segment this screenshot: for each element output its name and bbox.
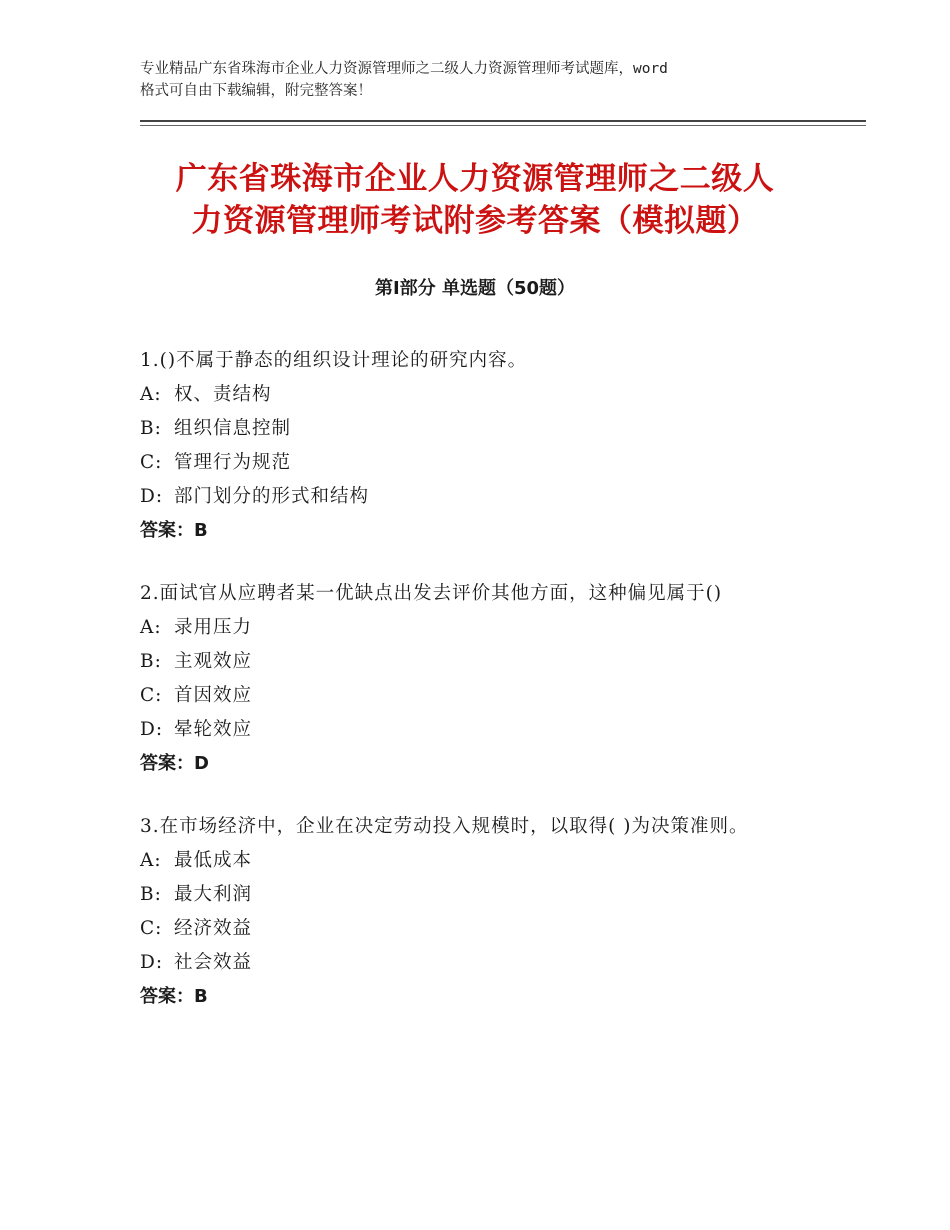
option-d — [140, 713, 820, 747]
option-b — [140, 878, 820, 912]
option-letter: D: — [140, 952, 164, 973]
option-letter: D: — [140, 719, 164, 740]
document-title-line-1: 广东省珠海市企业人力资源管理师之二级人 — [175, 161, 775, 197]
answer: 答案：D — [140, 753, 209, 774]
header-note-line-1: 专业精品广东省珠海市企业人力资源管理师之二级人力资源管理师考试题库，word — [140, 61, 668, 77]
option-letter: C: — [140, 918, 163, 939]
question-stem: 3.在市场经济中，企业在决定劳动投入规模时，以取得( )为决策准则。 — [140, 816, 749, 837]
option-text: 首因效应 — [174, 685, 253, 706]
question-1 — [140, 344, 820, 548]
answer: 答案：B — [140, 986, 208, 1007]
option-text: 社会效益 — [174, 952, 253, 973]
option-a — [140, 844, 820, 878]
option-a — [140, 611, 820, 645]
option-text: 组织信息控制 — [174, 418, 292, 439]
document-title-line-2: 力资源管理师考试附参考答案（模拟题） — [191, 203, 759, 239]
option-d — [140, 480, 820, 514]
question-stem: 1.()不属于静态的组织设计理论的研究内容。 — [140, 350, 528, 371]
option-text: 录用压力 — [174, 617, 253, 638]
option-letter: B: — [140, 651, 162, 672]
option-c — [140, 446, 820, 480]
option-text: 经济效益 — [174, 918, 253, 939]
question-2 — [140, 577, 820, 781]
option-letter: D: — [140, 486, 164, 507]
option-text: 管理行为规范 — [174, 452, 292, 473]
option-letter: A: — [140, 384, 162, 405]
header-divider — [140, 120, 866, 122]
header-note-line-2: 格式可自由下载编辑，附完整答案！ — [140, 83, 372, 99]
option-letter: A: — [140, 850, 162, 871]
option-a — [140, 378, 820, 412]
question-stem: 2.面试官从应聘者某一优缺点出发去评价其他方面，这种偏见属于() — [140, 583, 723, 604]
option-b — [140, 412, 820, 446]
section-title: 第Ⅰ部分 单选题（50题） — [374, 278, 575, 299]
option-text: 最低成本 — [174, 850, 253, 871]
option-text: 权、责结构 — [174, 384, 272, 405]
option-c — [140, 912, 820, 946]
option-d — [140, 946, 820, 980]
question-3 — [140, 810, 820, 1014]
option-letter: A: — [140, 617, 162, 638]
option-text: 部门划分的形式和结构 — [174, 486, 370, 507]
option-b — [140, 645, 820, 679]
option-letter: C: — [140, 452, 163, 473]
answer: 答案：B — [140, 520, 208, 541]
header-divider-thin — [140, 125, 866, 126]
option-letter: C: — [140, 685, 163, 706]
document-title — [120, 158, 830, 242]
option-text: 晕轮效应 — [174, 719, 253, 740]
option-text: 主观效应 — [174, 651, 253, 672]
option-letter: B: — [140, 418, 162, 439]
header-note — [140, 58, 830, 102]
question-list — [140, 344, 820, 1043]
option-text: 最大利润 — [174, 884, 253, 905]
option-letter: B: — [140, 884, 162, 905]
option-c — [140, 679, 820, 713]
